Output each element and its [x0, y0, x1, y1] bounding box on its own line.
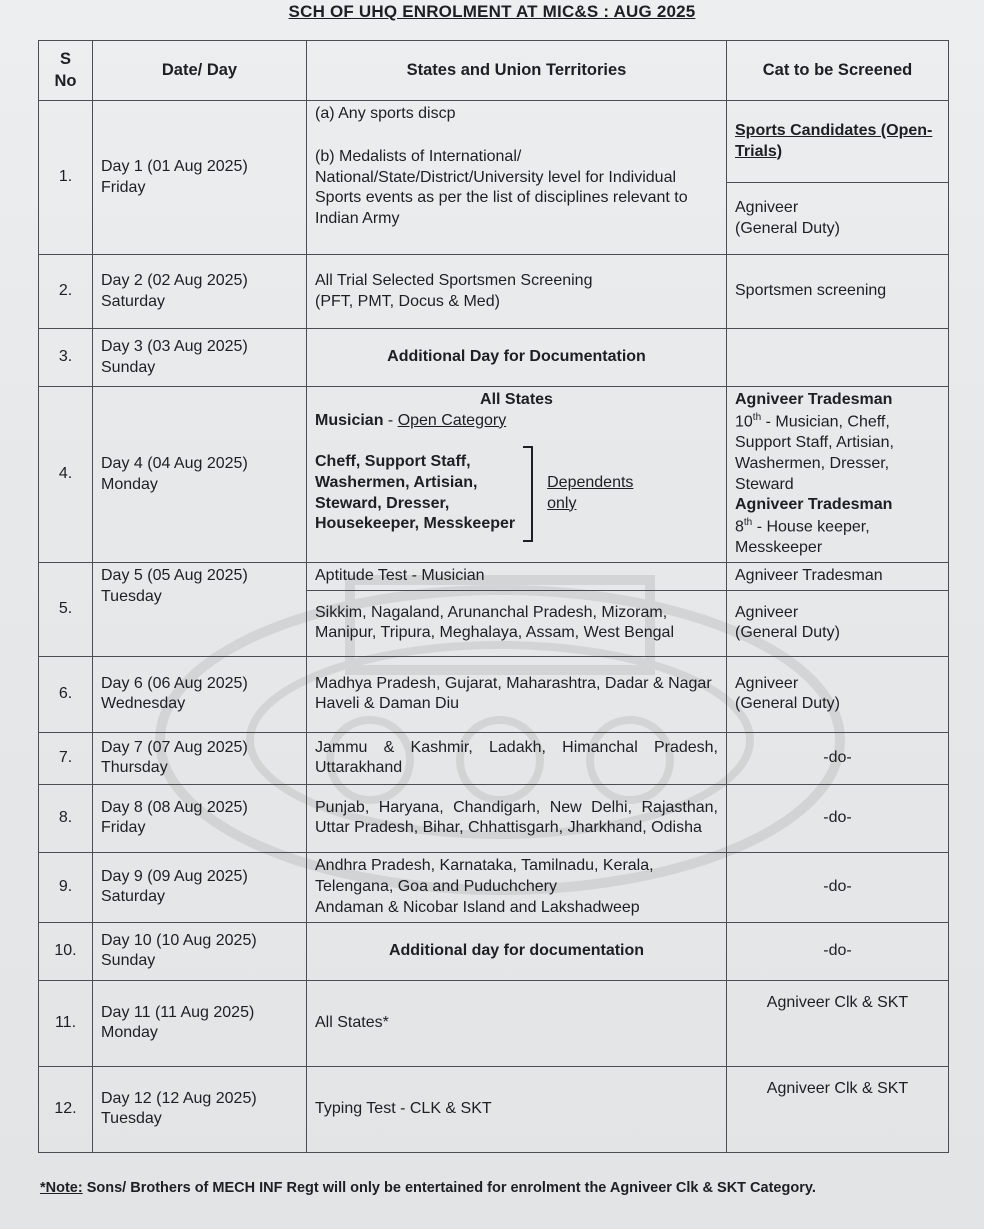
row-date: [93, 852, 307, 922]
cat-line-2: (General Duty): [735, 624, 840, 642]
row-states: Typing Test - CLK & SKT: [307, 1066, 727, 1152]
row-states: Additional day for documentation: [307, 922, 727, 980]
row-sno: 6.: [39, 656, 93, 732]
row-states: Punjab, Haryana, Chandigarh, New Delhi, Rajasthan, Uttar Pradesh, Bihar, Chhattisgarh, Jharkhand, Odisha: [307, 784, 727, 852]
page-title: SCH OF UHQ ENROLMENT AT MIC&S : AUG 2025: [288, 2, 696, 21]
row-cat: [727, 329, 949, 387]
row-date: [93, 656, 307, 732]
states-line-1: All Trial Selected Sportsmen Screening: [315, 271, 593, 289]
row-date: [93, 255, 307, 329]
dependents-line: Cheff, Support Staff,: [315, 453, 471, 470]
row-date: [93, 732, 307, 784]
musician-line: [315, 411, 718, 432]
footnote: [40, 1180, 970, 1196]
row-day-text: Saturday: [101, 888, 166, 906]
table-row: [39, 852, 949, 922]
class-number: 8: [735, 518, 744, 536]
row-states: [307, 387, 727, 563]
tradesman-heading-1: Agniveer Tradesman: [735, 391, 893, 408]
table-row: [39, 656, 949, 732]
row-cat-sports: Sports Candidates (Open- Trials): [727, 101, 949, 183]
row-date: [93, 1066, 307, 1152]
row-cat: -do-: [727, 852, 949, 922]
brace-icon: [523, 446, 533, 542]
cat-line-2: (General Duty): [735, 695, 840, 713]
states-sub-a: (a) Any sports discp: [315, 105, 456, 122]
row-sno: 4.: [39, 387, 93, 563]
row-states: All States*: [307, 980, 727, 1066]
row-date-text: Day 8 (08 Aug 2025): [101, 798, 248, 816]
row-cat: [727, 183, 949, 255]
row-day-text: Saturday: [101, 292, 166, 310]
dependents-line: Steward, Dresser,: [315, 494, 450, 512]
row-cat: -do-: [727, 732, 949, 784]
dependents-label-1: Dependents: [547, 473, 634, 491]
row-states: [307, 101, 727, 255]
states-line-1: Andhra Pradesh, Karnataka, Tamilnadu, Kerala, Telengana, Goa and Puduchchery: [315, 857, 654, 895]
class-number: 10: [735, 413, 753, 431]
table-row: [39, 732, 949, 784]
cat-line-1: Agniveer: [735, 198, 799, 216]
row-cat: [727, 590, 949, 656]
row-date-text: Day 12 (12 Aug 2025): [101, 1089, 257, 1107]
dependents-list: [315, 452, 515, 535]
table-row: [39, 101, 949, 183]
dependents-line: Washermen, Artisian,: [315, 473, 478, 491]
row-cat: Agniveer Tradesman: [727, 563, 949, 591]
row-states: Additional Day for Documentation: [307, 329, 727, 387]
table-row: [39, 255, 949, 329]
row-states: Aptitude Test - Musician: [307, 563, 727, 591]
header-date: Date/ Day: [93, 41, 307, 101]
row-cat: Agniveer Clk & SKT: [727, 980, 949, 1066]
row-sno: 12.: [39, 1066, 93, 1152]
table-row: [39, 922, 949, 980]
row-states: [307, 852, 727, 922]
dependents-group: [315, 446, 718, 542]
footnote-label: *Note:: [40, 1180, 83, 1196]
class-suffix: th: [752, 411, 762, 423]
row-sno: 11.: [39, 980, 93, 1066]
table-row: [39, 329, 949, 387]
table-row: [39, 1066, 949, 1152]
dependents-label-2: only: [547, 494, 577, 512]
tradesman-list-1: [735, 411, 940, 496]
cat-line-1: Agniveer: [735, 603, 799, 621]
row-cat: [727, 387, 949, 563]
table-row: [39, 387, 949, 563]
row-sno: 7.: [39, 732, 93, 784]
row-date: [93, 101, 307, 255]
row-states: [307, 255, 727, 329]
row-sno: 8.: [39, 784, 93, 852]
row-sno: 10.: [39, 922, 93, 980]
row-date-text: Day 4 (04 Aug 2025): [101, 454, 248, 472]
row-date: [93, 329, 307, 387]
all-states-label: All States: [480, 391, 553, 408]
row-sno: 5.: [39, 563, 93, 657]
table-row: [39, 980, 949, 1066]
dependents-line: Housekeeper, Messkeeper: [315, 515, 516, 533]
tradesman-heading-2: Agniveer Tradesman: [735, 496, 893, 514]
row-date: [93, 784, 307, 852]
row-day-text: Friday: [101, 178, 146, 196]
header-sno: S No: [39, 41, 93, 101]
row-date-text: Day 5 (05 Aug 2025): [101, 567, 248, 585]
open-category-label: Open Category: [397, 411, 507, 429]
row-date-text: Day 7 (07 Aug 2025): [101, 738, 248, 756]
row-date-text: Day 1 (01 Aug 2025): [101, 157, 248, 175]
row-sno: 2.: [39, 255, 93, 329]
row-cat: [727, 656, 949, 732]
class-suffix: th: [743, 517, 753, 529]
row-day-text: Sunday: [101, 952, 156, 970]
row-cat: -do-: [727, 922, 949, 980]
schedule-table: [38, 40, 949, 1153]
header-cat: Cat to be Screened: [727, 41, 949, 101]
states-line-2: (PFT, PMT, Docus & Med): [315, 292, 500, 310]
row-states: Jammu & Kashmir, Ladakh, Himanchal Pradesh, Uttarakhand: [307, 732, 727, 784]
row-date: [93, 922, 307, 980]
row-cat: Sportsmen screening: [727, 255, 949, 329]
row-sno: 9.: [39, 852, 93, 922]
row-date: [93, 563, 307, 657]
row-day-text: Tuesday: [101, 1110, 162, 1128]
dependents-label: [537, 473, 633, 515]
row-day-text: Monday: [101, 475, 158, 493]
row-date-text: Day 11 (11 Aug 2025): [101, 1003, 255, 1021]
header-states: States and Union Territories: [307, 41, 727, 101]
row-date-text: Day 6 (06 Aug 2025): [101, 674, 248, 692]
row-cat: Agniveer Clk & SKT: [727, 1066, 949, 1152]
row-date: [93, 387, 307, 563]
cat-line-2: (General Duty): [735, 219, 840, 237]
row-day-text: Thursday: [101, 759, 168, 777]
row-day-text: Monday: [101, 1024, 158, 1042]
row-day-text: Wednesday: [101, 695, 186, 713]
cat-line-1: Agniveer: [735, 674, 799, 692]
row-states: Madhya Pradesh, Gujarat, Maharashtra, Dadar & Nagar Haveli & Daman Diu: [307, 656, 727, 732]
musician-dash: -: [383, 411, 398, 429]
states-sub-b: (b) Medalists of International/ National/State/District/University level for Individual Sports events as per the list of disciplines relevant to Indian Army: [315, 147, 688, 228]
states-line-2: Andaman & Nicobar Island and Lakshadweep: [315, 898, 640, 916]
musician-label: Musician: [315, 411, 384, 429]
row-day-text: Tuesday: [101, 587, 162, 605]
tradesman-list-2: [735, 516, 940, 559]
row-day-text: Friday: [101, 819, 146, 837]
row-date-text: Day 10 (10 Aug 2025): [101, 931, 257, 949]
row-cat: -do-: [727, 784, 949, 852]
row-date-text: Day 2 (02 Aug 2025): [101, 271, 248, 289]
row-date: [93, 980, 307, 1066]
row-day-text: Sunday: [101, 358, 156, 376]
row-date-text: Day 9 (09 Aug 2025): [101, 867, 248, 885]
footnote-text: Sons/ Brothers of MECH INF Regt will only be entertained for enrolment the Agniveer Clk & SKT Category.: [82, 1180, 816, 1196]
row-sno: 1.: [39, 101, 93, 255]
row-date-text: Day 3 (03 Aug 2025): [101, 337, 248, 355]
tradesman-trades: - House keeper, Messkeeper: [735, 518, 870, 557]
header-row: [39, 41, 949, 101]
table-row: [39, 784, 949, 852]
table-row: [39, 563, 949, 591]
row-sno: 3.: [39, 329, 93, 387]
row-states: Sikkim, Nagaland, Arunanchal Pradesh, Mizoram, Manipur, Tripura, Meghalaya, Assam, West Bengal: [307, 590, 727, 656]
tradesman-trades: - Musician, Cheff, Support Staff, Artisian, Washermen, Dresser, Steward: [735, 413, 894, 493]
